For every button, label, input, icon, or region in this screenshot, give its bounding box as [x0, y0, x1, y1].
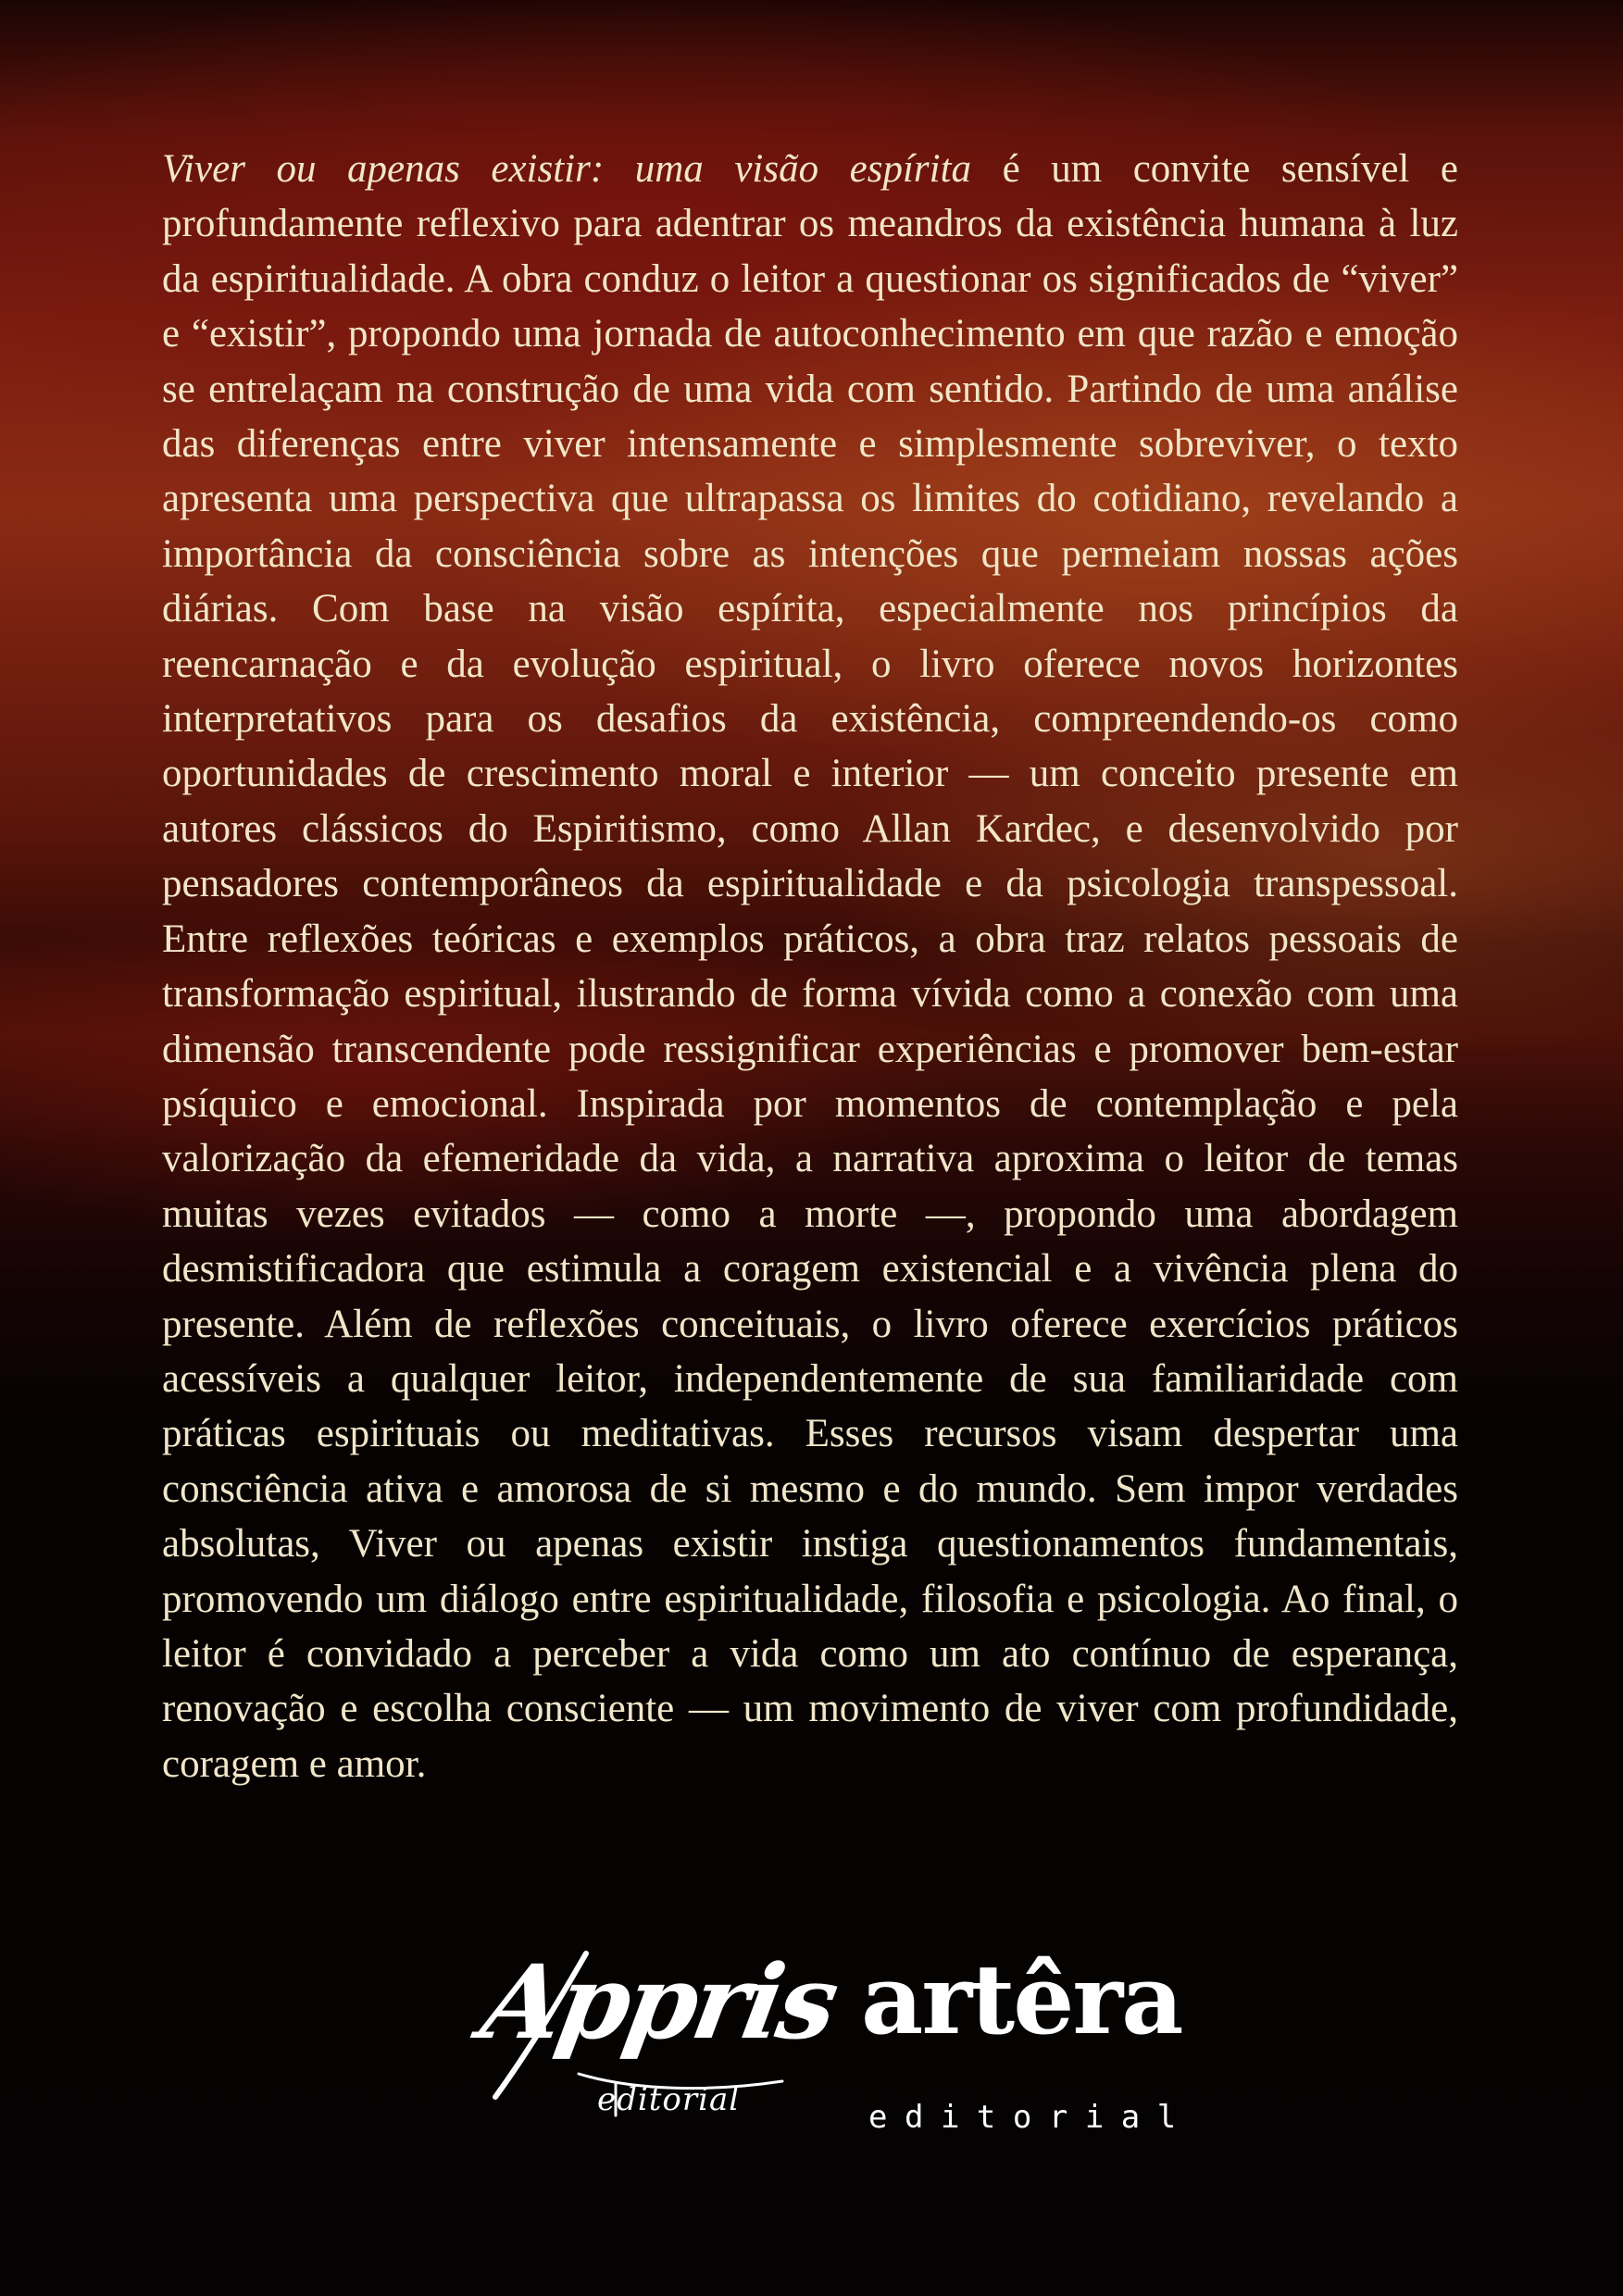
- artera-subtitle: editorial: [868, 2099, 1193, 2136]
- book-title-italic: Viver ou apenas existir: uma visão espírita: [162, 147, 972, 191]
- synopsis-text: é um convite sensível e profundamente reflexivo para adentrar os meandros da existência humana à luz da espiritualidade. A obra conduz o leitor a questionar os significados de “viver” e “existir”, propondo uma jornada de autoconhecimento em que razão e emoção se entrelaçam na construção de uma vida com sentido. Partindo de uma análise das diferenças entre viver intensamente e simplesmente sobreviver, o texto apresenta uma perspectiva que ultrapassa os limites do cotidiano, revelando a importância da consciência sobre as intenções que permeiam nossas ações diárias. Com base na visão espírita, especialmente nos princípios da reencarnação e da evolução espiritual, o livro oferece novos horizontes interpretativos para os desafios da existência, compreendendo-os como oportunidades de crescimento moral e interior — um conceito presente em autores clássicos do Espiritismo, como Allan Kardec, e desenvolvido por pensadores contemporâneos da espiritualidade e da psicologia transpessoal. Entre reflexões teóricas e exemplos práticos, a obra traz relatos pessoais de transformação espiritual, ilustrando de forma vívida como a conexão com uma dimensão transcendente pode ressignificar experiências e promover bem-estar psíquico e emocional. Inspirada por momentos de contemplação e pela valorização da efemeridade da vida, a narrativa aproxima o leitor de temas muitas vezes evitados — como a morte —, propondo uma abordagem desmistificadora que estimula a coragem existencial e a vivência plena do presente. Além de reflexões conceituais, o livro oferece exercícios práticos acessíveis a qualquer leitor, independentemente de sua familiaridade com práticas espirituais ou meditativas. Esses recursos visam despertar uma consciência ativa e amorosa de si mesmo e do mundo. Sem impor verdades absolutas, Viver ou apenas existir instiga questionamentos fundamentais, promovendo um diálogo entre espiritualidade, filosofia e psicologia. Ao final, o leitor é convidado a perceber a vida como um ato contínuo de esperança, renovação e escolha consciente — um movimento de viver com profundidade, coragem e amor.: [162, 147, 1458, 1786]
- artera-editorial-logo: [861, 1935, 1213, 2166]
- artera-wordmark: artêra: [861, 1942, 1182, 2056]
- appris-subtitle: editorial: [597, 2081, 741, 2118]
- publisher-logos: [0, 1935, 1623, 2166]
- synopsis-paragraph: [162, 142, 1458, 1791]
- appris-wordmark: Appris: [473, 1942, 844, 2062]
- appris-editorial-logo: [473, 1935, 844, 2166]
